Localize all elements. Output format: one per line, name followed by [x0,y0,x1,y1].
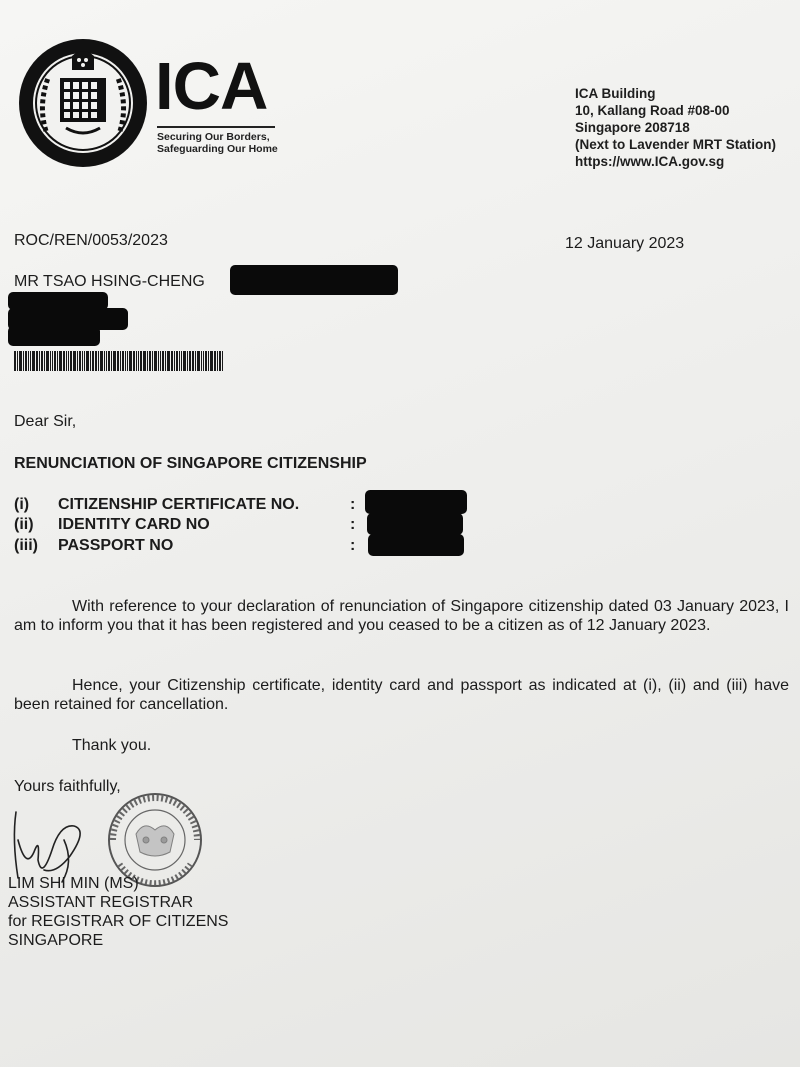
postal-barcode [14,351,296,371]
signatory-authority: for REGISTRAR OF CITIZENS [8,913,229,930]
signatory-block [8,874,228,950]
signatory-country: SINGAPORE [8,932,104,949]
tagline-line-2: Safeguarding Our Home [157,143,278,155]
item-number: (ii) [14,516,34,533]
signatory-name: LIM SHI MIN (MS) [8,875,139,892]
item-label-identity-card: IDENTITY CARD NO [58,516,210,533]
item-number: (i) [14,496,30,513]
redaction-address-4 [8,326,100,346]
closing: Yours faithfully, [14,778,121,795]
address-line: 10, Kallang Road #08-00 [575,103,730,118]
item-label-passport: PASSPORT NO [58,537,174,554]
reference-number: ROC/REN/0053/2023 [14,232,168,249]
thanks-line: Thank you. [72,737,152,754]
ica-emblem-icon [16,36,150,170]
tagline-line-1: Securing Our Borders, [157,131,270,143]
salutation: Dear Sir, [14,413,77,430]
address-line: (Next to Lavender MRT Station) [575,137,777,152]
address-line: Singapore 208718 [575,120,690,135]
item-number: (iii) [14,537,38,554]
item-separator: : [350,537,356,554]
redaction-identity-card-no [367,513,463,535]
signatory-title: ASSISTANT REGISTRAR [8,894,194,911]
item-separator: : [350,496,356,513]
website-link[interactable]: https://www.ICA.gov.sg [575,154,725,169]
redaction-certificate-no [365,490,467,514]
item-separator: : [350,516,356,533]
letter-date: 12 January 2023 [565,235,685,252]
item-label-citizenship-certificate: CITIZENSHIP CERTIFICATE NO. [58,496,300,513]
tagline-rule [157,126,275,128]
office-address [575,85,776,170]
address-line: ICA Building [575,86,656,101]
recipient-name: MR TSAO HSING-CHENG [14,273,205,290]
ica-logo-text: ICA [155,49,268,124]
subject-line: RENUNCIATION OF SINGAPORE CITIZENSHIP [14,455,367,472]
tagline [157,131,278,155]
redaction-address-1 [230,265,398,295]
redaction-passport-no [368,534,464,556]
body-paragraph-1: With reference to your declaration of renunciation of Singapore citizenship dated 03 January 2023, I am to inform you that it has been registered and you ceased to be a citizen as of 12 January 2023. [14,598,789,634]
body-paragraph-2: Hence, your Citizenship certificate, identity card and passport as indicated at (i), (ii) and (iii) have been retained for cancellation. [14,677,789,713]
